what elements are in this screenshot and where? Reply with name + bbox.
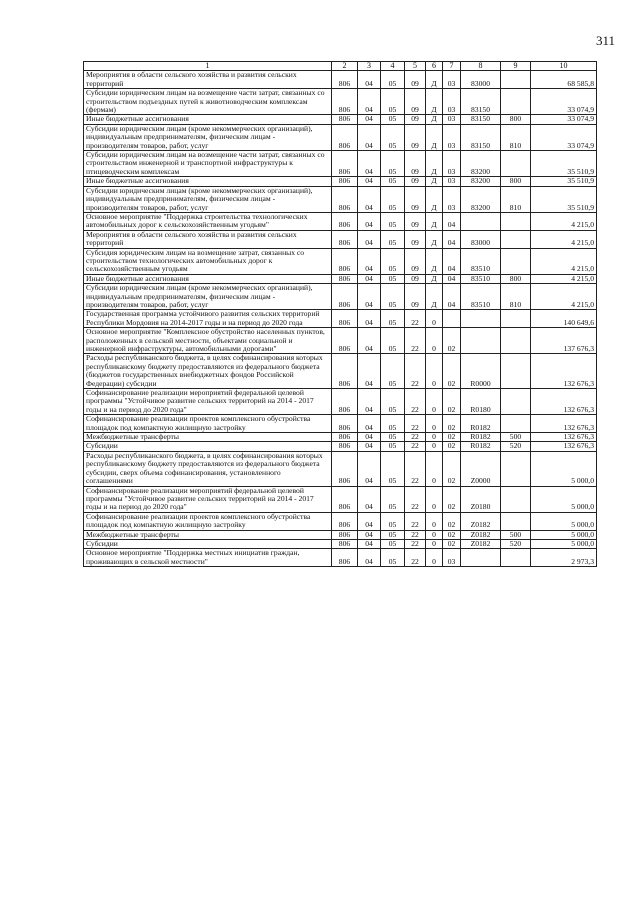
row-cell-c3: 04 (358, 486, 381, 512)
row-cell-c8 (461, 549, 501, 567)
row-cell-c2: 806 (332, 486, 358, 512)
row-name-cell: Межбюджетные трансферты (84, 433, 332, 442)
row-cell-c9: 810 (501, 284, 531, 310)
row-name-cell: Субсидии юридическим лицам (кроме некоммерческих организаций), индивидуальным предпринимателям, физическим лицам - производителям товаров, работ, услуг (84, 284, 332, 310)
row-cell-c7: 02 (443, 328, 461, 354)
row-cell-c2: 806 (332, 539, 358, 548)
row-cell-c6: 0 (426, 530, 443, 539)
table-row (84, 549, 597, 567)
row-cell-c4: 05 (381, 415, 405, 433)
row-cell-c6: Д (426, 186, 443, 212)
row-cell-c3: 04 (358, 354, 381, 389)
row-cell-c3: 04 (358, 274, 381, 283)
row-cell-c9 (501, 151, 531, 177)
row-cell-c9: 500 (501, 433, 531, 442)
row-cell-c9 (501, 89, 531, 115)
row-cell-c6: 0 (426, 539, 443, 548)
row-cell-c9 (501, 310, 531, 328)
table-row (84, 530, 597, 539)
row-cell-c5: 09 (405, 151, 426, 177)
row-name-cell: Иные бюджетные ассигнования (84, 115, 332, 124)
row-cell-c8: Z0182 (461, 530, 501, 539)
row-cell-c10: 132 676,3 (531, 415, 597, 433)
row-name-cell: Субсидии (84, 442, 332, 451)
row-cell-c9: 500 (501, 530, 531, 539)
row-name-cell: Софинансирование реализации проектов комплексного обустройства площадок под компактную жилищную застройку (84, 415, 332, 433)
table-row (84, 71, 597, 89)
row-cell-c6: 0 (426, 354, 443, 389)
row-cell-c4: 05 (381, 328, 405, 354)
row-cell-c2: 806 (332, 230, 358, 248)
row-cell-c2: 806 (332, 71, 358, 89)
table-row (84, 186, 597, 212)
row-cell-c4: 05 (381, 177, 405, 186)
row-cell-c9 (501, 71, 531, 89)
col-header: 3 (358, 62, 381, 71)
row-cell-c4: 05 (381, 433, 405, 442)
row-cell-c2: 806 (332, 177, 358, 186)
row-cell-c10: 68 585,8 (531, 71, 597, 89)
col-header: 6 (426, 62, 443, 71)
row-cell-c7: 03 (443, 124, 461, 150)
budget-table (83, 61, 597, 567)
row-name-cell: Иные бюджетные ассигнования (84, 274, 332, 283)
row-cell-c3: 04 (358, 124, 381, 150)
row-name-cell: Межбюджетные трансферты (84, 530, 332, 539)
row-name-cell: Расходы республиканского бюджета, в целях софинансирования которых республиканскому бюджету предоставляются из федерального бюджета субсидии, сверх объема софинансирования, установленного соглашениями (84, 451, 332, 486)
row-cell-c9: 800 (501, 274, 531, 283)
table-row (84, 433, 597, 442)
row-cell-c2: 806 (332, 354, 358, 389)
row-cell-c10: 5 000,0 (531, 512, 597, 530)
col-header: 10 (531, 62, 597, 71)
row-cell-c3: 04 (358, 212, 381, 230)
row-cell-c3: 04 (358, 71, 381, 89)
row-cell-c3: 04 (358, 389, 381, 415)
row-cell-c6: Д (426, 230, 443, 248)
row-cell-c6: 0 (426, 415, 443, 433)
row-cell-c5: 22 (405, 328, 426, 354)
row-cell-c6: 0 (426, 512, 443, 530)
row-cell-c10: 2 973,3 (531, 549, 597, 567)
row-cell-c2: 806 (332, 433, 358, 442)
row-name-cell: Субсидии юридическим лицам на возмещение части затрат, связанных со строительством инженерной и транспортной инфраструктуры к птицеводческим комплексам (84, 151, 332, 177)
row-cell-c9: 520 (501, 442, 531, 451)
row-cell-c4: 05 (381, 151, 405, 177)
row-cell-c10: 35 510,9 (531, 177, 597, 186)
row-cell-c5: 09 (405, 230, 426, 248)
row-cell-c5: 22 (405, 389, 426, 415)
row-cell-c8: R0180 (461, 389, 501, 415)
table-row (84, 451, 597, 486)
row-cell-c4: 05 (381, 354, 405, 389)
row-cell-c5: 22 (405, 530, 426, 539)
row-cell-c10: 4 215,0 (531, 248, 597, 274)
row-cell-c2: 806 (332, 212, 358, 230)
row-cell-c5: 22 (405, 539, 426, 548)
row-cell-c5: 22 (405, 310, 426, 328)
row-cell-c5: 22 (405, 486, 426, 512)
row-cell-c5: 22 (405, 512, 426, 530)
row-cell-c10: 4 215,0 (531, 274, 597, 283)
row-cell-c4: 05 (381, 71, 405, 89)
row-cell-c5: 09 (405, 248, 426, 274)
row-cell-c7: 03 (443, 186, 461, 212)
row-cell-c3: 04 (358, 328, 381, 354)
table-row (84, 354, 597, 389)
row-cell-c8: 83150 (461, 124, 501, 150)
row-cell-c5: 09 (405, 212, 426, 230)
row-cell-c10: 5 000,0 (531, 451, 597, 486)
row-name-cell: Расходы республиканского бюджета, в целях софинансирования которых республиканскому бюджету предоставляются из федерального бюджета (бюджетов государственных внебюджетных фондов Российской Федерации) субсидии (84, 354, 332, 389)
row-cell-c6: Д (426, 151, 443, 177)
row-cell-c10: 132 676,3 (531, 354, 597, 389)
row-name-cell: Субсидии юридическим лицам на возмещение части затрат, связанных со строительством подъездных путей к животноводческим комплексам (фермам) (84, 89, 332, 115)
table-row (84, 442, 597, 451)
row-cell-c10: 132 676,3 (531, 442, 597, 451)
table-row (84, 328, 597, 354)
col-header: 4 (381, 62, 405, 71)
row-cell-c5: 22 (405, 549, 426, 567)
row-name-cell: Иные бюджетные ассигнования (84, 177, 332, 186)
row-cell-c2: 806 (332, 549, 358, 567)
row-cell-c3: 04 (358, 89, 381, 115)
row-cell-c2: 806 (332, 124, 358, 150)
row-cell-c4: 05 (381, 486, 405, 512)
row-cell-c6: 0 (426, 310, 443, 328)
row-cell-c8 (461, 328, 501, 354)
table-row (84, 284, 597, 310)
col-header: 7 (443, 62, 461, 71)
row-cell-c9: 800 (501, 115, 531, 124)
row-cell-c7: 04 (443, 230, 461, 248)
row-cell-c9 (501, 512, 531, 530)
row-cell-c3: 04 (358, 151, 381, 177)
row-cell-c6: Д (426, 124, 443, 150)
row-cell-c9: 520 (501, 539, 531, 548)
row-cell-c10: 4 215,0 (531, 212, 597, 230)
col-header: 1 (84, 62, 332, 71)
row-cell-c7: 03 (443, 115, 461, 124)
row-name-cell: Софинансирование реализации мероприятий федеральной целевой программы "Устойчивое развитие сельских территорий на 2014 - 2017 годы и на период до 2020 года" (84, 486, 332, 512)
row-name-cell: Субсидии юридическим лицам (кроме некоммерческих организаций), индивидуальным предпринимателям, физическим лицам - производителям товаров, работ, услуг (84, 124, 332, 150)
row-cell-c5: 09 (405, 71, 426, 89)
row-cell-c3: 04 (358, 512, 381, 530)
row-name-cell: Основное мероприятие "Комплексное обустройство населенных пунктов, расположенных в сельской местности, объектами социальной и инженерной инфраструктуры, автомобильными дорогами" (84, 328, 332, 354)
row-cell-c8: 83510 (461, 274, 501, 283)
row-cell-c7: 04 (443, 248, 461, 274)
row-cell-c8: 83200 (461, 177, 501, 186)
row-cell-c2: 806 (332, 248, 358, 274)
row-cell-c6: 0 (426, 433, 443, 442)
row-cell-c4: 05 (381, 274, 405, 283)
row-cell-c6: Д (426, 248, 443, 274)
row-cell-c8: R0182 (461, 433, 501, 442)
row-cell-c2: 806 (332, 284, 358, 310)
row-cell-c7: 02 (443, 415, 461, 433)
row-cell-c7: 04 (443, 274, 461, 283)
row-cell-c4: 05 (381, 115, 405, 124)
row-cell-c10: 33 074,9 (531, 124, 597, 150)
row-cell-c8: 83000 (461, 71, 501, 89)
row-name-cell: Софинансирование реализации проектов комплексного обустройства площадок под компактную жилищную застройку (84, 512, 332, 530)
row-cell-c6: 0 (426, 486, 443, 512)
row-cell-c8: Z0000 (461, 451, 501, 486)
row-cell-c9 (501, 230, 531, 248)
row-cell-c8: 83000 (461, 230, 501, 248)
row-cell-c4: 05 (381, 89, 405, 115)
row-cell-c10: 35 510,9 (531, 151, 597, 177)
row-cell-c8: 83150 (461, 115, 501, 124)
row-cell-c9 (501, 549, 531, 567)
row-cell-c3: 04 (358, 549, 381, 567)
row-name-cell: Субсидии (84, 539, 332, 548)
row-cell-c9 (501, 328, 531, 354)
table-row (84, 274, 597, 283)
row-cell-c8: Z0182 (461, 512, 501, 530)
row-cell-c2: 806 (332, 415, 358, 433)
row-cell-c3: 04 (358, 530, 381, 539)
row-cell-c10: 132 676,3 (531, 433, 597, 442)
row-cell-c6: Д (426, 89, 443, 115)
row-cell-c7: 04 (443, 284, 461, 310)
row-cell-c6: 0 (426, 389, 443, 415)
row-cell-c10: 5 000,0 (531, 539, 597, 548)
row-cell-c8: R0000 (461, 354, 501, 389)
table-row (84, 512, 597, 530)
row-cell-c5: 22 (405, 354, 426, 389)
row-cell-c2: 806 (332, 389, 358, 415)
row-cell-c9: 810 (501, 186, 531, 212)
row-cell-c10: 4 215,0 (531, 284, 597, 310)
row-cell-c7: 03 (443, 151, 461, 177)
row-cell-c5: 22 (405, 442, 426, 451)
row-cell-c6: Д (426, 274, 443, 283)
row-cell-c2: 806 (332, 89, 358, 115)
table-row (84, 230, 597, 248)
row-cell-c3: 04 (358, 186, 381, 212)
row-cell-c3: 04 (358, 230, 381, 248)
row-cell-c2: 806 (332, 151, 358, 177)
row-cell-c4: 05 (381, 230, 405, 248)
row-cell-c9 (501, 212, 531, 230)
table-row (84, 248, 597, 274)
row-cell-c10: 5 000,0 (531, 530, 597, 539)
row-cell-c9 (501, 486, 531, 512)
table-row (84, 486, 597, 512)
table-row (84, 89, 597, 115)
row-cell-c6: Д (426, 71, 443, 89)
row-cell-c5: 09 (405, 186, 426, 212)
row-cell-c2: 806 (332, 186, 358, 212)
row-cell-c6: Д (426, 115, 443, 124)
row-name-cell: Софинансирование реализации мероприятий федеральной целевой программы "Устойчивое развитие сельских территорий на 2014 - 2017 годы и на период до 2020 года" (84, 389, 332, 415)
row-cell-c9 (501, 451, 531, 486)
row-cell-c6: 0 (426, 442, 443, 451)
row-cell-c10: 140 649,6 (531, 310, 597, 328)
row-cell-c8: R0182 (461, 442, 501, 451)
table-row (84, 115, 597, 124)
row-cell-c9 (501, 248, 531, 274)
table-row (84, 389, 597, 415)
row-cell-c8: 83200 (461, 151, 501, 177)
row-cell-c7: 03 (443, 89, 461, 115)
row-name-cell: Мероприятия в области сельского хозяйства и развития сельских территорий (84, 71, 332, 89)
table-row (84, 539, 597, 548)
row-cell-c8: Z0180 (461, 486, 501, 512)
row-cell-c2: 806 (332, 442, 358, 451)
row-cell-c4: 05 (381, 186, 405, 212)
row-cell-c6: Д (426, 177, 443, 186)
row-cell-c4: 05 (381, 530, 405, 539)
row-cell-c7 (443, 310, 461, 328)
row-cell-c2: 806 (332, 328, 358, 354)
row-cell-c3: 04 (358, 442, 381, 451)
row-cell-c3: 04 (358, 248, 381, 274)
row-name-cell: Государственная программа устойчивого развития сельских территорий Республики Мордовия на 2014-2017 годы и на период до 2020 года (84, 310, 332, 328)
row-cell-c9: 810 (501, 124, 531, 150)
row-cell-c5: 09 (405, 177, 426, 186)
row-cell-c4: 05 (381, 124, 405, 150)
row-cell-c5: 09 (405, 284, 426, 310)
row-cell-c9 (501, 354, 531, 389)
col-header: 8 (461, 62, 501, 71)
col-header: 5 (405, 62, 426, 71)
row-cell-c8: R0182 (461, 415, 501, 433)
row-cell-c3: 04 (358, 177, 381, 186)
row-cell-c5: 09 (405, 89, 426, 115)
row-cell-c4: 05 (381, 539, 405, 548)
row-cell-c7: 02 (443, 512, 461, 530)
row-cell-c6: 0 (426, 451, 443, 486)
row-cell-c5: 09 (405, 274, 426, 283)
row-cell-c7: 03 (443, 177, 461, 186)
row-cell-c10: 35 510,9 (531, 186, 597, 212)
row-cell-c3: 04 (358, 433, 381, 442)
row-cell-c5: 09 (405, 115, 426, 124)
row-cell-c7: 02 (443, 539, 461, 548)
row-cell-c8: 83510 (461, 248, 501, 274)
row-cell-c10: 132 676,3 (531, 389, 597, 415)
row-cell-c2: 806 (332, 512, 358, 530)
row-cell-c4: 05 (381, 549, 405, 567)
row-cell-c8: 83150 (461, 89, 501, 115)
row-cell-c10: 33 074,9 (531, 115, 597, 124)
row-cell-c6: 0 (426, 549, 443, 567)
row-name-cell: Субсидии юридическим лицам (кроме некоммерческих организаций), индивидуальным предпринимателям, физическим лицам - производителям товаров, работ, услуг (84, 186, 332, 212)
row-cell-c2: 806 (332, 310, 358, 328)
row-cell-c4: 05 (381, 212, 405, 230)
row-name-cell: Мероприятия в области сельского хозяйства и развития сельских территорий (84, 230, 332, 248)
row-cell-c2: 806 (332, 115, 358, 124)
col-header: 2 (332, 62, 358, 71)
row-cell-c4: 05 (381, 248, 405, 274)
row-cell-c7: 02 (443, 442, 461, 451)
table-row (84, 415, 597, 433)
row-cell-c7: 03 (443, 549, 461, 567)
table-row (84, 212, 597, 230)
row-cell-c9: 800 (501, 177, 531, 186)
row-cell-c3: 04 (358, 310, 381, 328)
row-cell-c4: 05 (381, 310, 405, 328)
row-cell-c2: 806 (332, 530, 358, 539)
row-cell-c8 (461, 212, 501, 230)
row-cell-c3: 04 (358, 284, 381, 310)
row-name-cell: Основное мероприятие "Поддержка местных инициатив граждан, проживающих в сельской местности" (84, 549, 332, 567)
row-cell-c4: 05 (381, 389, 405, 415)
row-cell-c7: 02 (443, 354, 461, 389)
row-cell-c3: 04 (358, 115, 381, 124)
row-cell-c6: 0 (426, 328, 443, 354)
row-cell-c6: Д (426, 284, 443, 310)
table-row (84, 151, 597, 177)
table-row (84, 310, 597, 328)
row-cell-c5: 22 (405, 433, 426, 442)
row-cell-c9 (501, 389, 531, 415)
row-cell-c6: Д (426, 212, 443, 230)
row-cell-c7: 02 (443, 433, 461, 442)
row-cell-c10: 137 676,3 (531, 328, 597, 354)
row-cell-c2: 806 (332, 451, 358, 486)
row-cell-c8: 83510 (461, 284, 501, 310)
row-cell-c7: 02 (443, 530, 461, 539)
row-name-cell: Субсидия юридическим лицам на возмещение затрат, связанных со строительством технологических автомобильных дорог к сельскохозяйственным угодьям (84, 248, 332, 274)
row-cell-c7: 02 (443, 451, 461, 486)
row-cell-c4: 05 (381, 284, 405, 310)
row-cell-c3: 04 (358, 539, 381, 548)
row-cell-c4: 05 (381, 512, 405, 530)
row-cell-c2: 806 (332, 274, 358, 283)
page-number: 311 (596, 33, 616, 48)
row-cell-c10: 5 000,0 (531, 486, 597, 512)
row-cell-c8 (461, 310, 501, 328)
table-row (84, 177, 597, 186)
row-cell-c10: 4 215,0 (531, 230, 597, 248)
row-name-cell: Основное мероприятие "Поддержка строительства технологических автомобильных дорог к сельскохозяйственным угодьям" (84, 212, 332, 230)
row-cell-c10: 33 074,9 (531, 89, 597, 115)
row-cell-c8: Z0182 (461, 539, 501, 548)
header-row (84, 62, 597, 71)
row-cell-c3: 04 (358, 451, 381, 486)
row-cell-c4: 05 (381, 451, 405, 486)
row-cell-c7: 02 (443, 389, 461, 415)
table-row (84, 124, 597, 150)
row-cell-c7: 03 (443, 71, 461, 89)
row-cell-c5: 09 (405, 124, 426, 150)
row-cell-c8: 83200 (461, 186, 501, 212)
col-header: 9 (501, 62, 531, 71)
row-cell-c9 (501, 415, 531, 433)
row-cell-c7: 04 (443, 212, 461, 230)
row-cell-c7: 02 (443, 486, 461, 512)
row-cell-c3: 04 (358, 415, 381, 433)
row-cell-c5: 22 (405, 415, 426, 433)
row-cell-c5: 22 (405, 451, 426, 486)
row-cell-c4: 05 (381, 442, 405, 451)
